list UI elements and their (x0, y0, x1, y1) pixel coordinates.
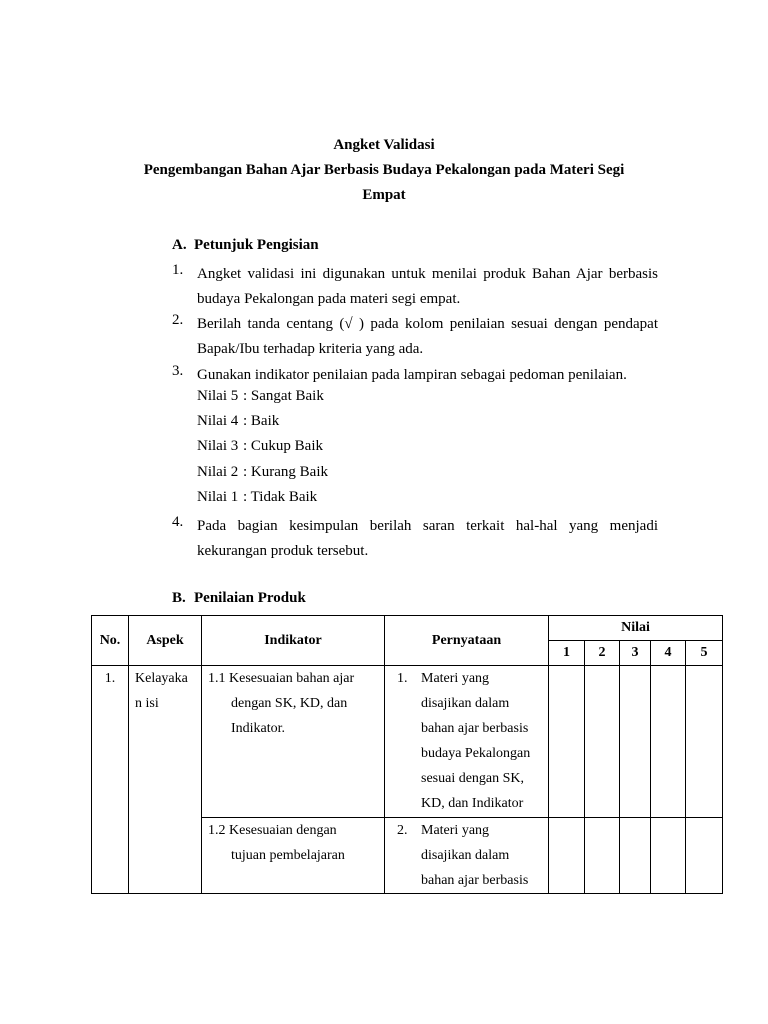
scale-label: Nilai 4 (197, 413, 239, 429)
pernyataan-cell (385, 666, 549, 818)
section-a-heading (172, 237, 319, 254)
header-score: 1 (549, 641, 585, 666)
section-b-title: Penilaian Produk (194, 590, 306, 606)
table-header-row (92, 616, 723, 641)
section-a-letter: A. (172, 237, 187, 253)
pernyataan-number: 2. (397, 823, 408, 838)
scale-label: Nilai 5 (197, 388, 239, 404)
indikator-cell (202, 818, 385, 894)
pernyataan-text-line: disajikan dalam (421, 696, 510, 711)
indikator-text-line: Kesesuaian dengan (229, 823, 337, 838)
instruction-text-line2: budaya Pekalongan pada materi segi empat. (197, 291, 461, 307)
indikator-text-line: tujuan pembelajaran (231, 848, 345, 863)
scale-description: : Sangat Baik (243, 388, 324, 404)
instruction-text (197, 312, 658, 362)
pernyataan-text-line: disajikan dalam (421, 848, 510, 863)
indikator-number: 1.1 (208, 671, 226, 686)
score-cell[interactable] (651, 818, 686, 894)
pernyataan-text-line: KD, dan Indikator (421, 796, 524, 811)
pernyataan-text-line: budaya Pekalongan (421, 746, 531, 761)
scale-item (197, 388, 324, 405)
header-score: 5 (686, 641, 723, 666)
instruction-text-line2: Bapak/Ibu terhadap kriteria yang ada. (197, 341, 424, 357)
score-cell[interactable] (686, 666, 723, 818)
indikator-cell (202, 666, 385, 818)
document-title: Angket Validasi (333, 137, 435, 153)
assessment-table (91, 615, 723, 894)
instruction-number: 1. (172, 262, 184, 278)
indikator-number: 1.2 (208, 823, 226, 838)
indikator-text-line: Indikator. (231, 721, 286, 736)
instruction-text-line1: Pada bagian kesimpulan berilah saran terkait hal-hal yang menjadi (197, 518, 658, 534)
header-score: 3 (620, 641, 651, 666)
row-number: 1. (104, 671, 116, 686)
section-a-title: Petunjuk Pengisian (194, 237, 319, 253)
aspek-text-line: Kelayaka (135, 671, 188, 686)
score-cell[interactable] (651, 666, 686, 818)
score-cell[interactable] (620, 818, 651, 894)
document-subtitle-line1: Pengembangan Bahan Ajar Berbasis Budaya Pekalongan pada Materi Segi (143, 162, 625, 178)
score-cell[interactable] (620, 666, 651, 818)
pernyataan-text-line: Materi yang (421, 671, 490, 686)
indikator-text-line: dengan SK, KD, dan (231, 696, 348, 711)
scale-description: : Baik (243, 413, 280, 429)
pernyataan-text-line: bahan ajar berbasis (421, 721, 529, 736)
instruction-text (197, 262, 658, 312)
instruction-text (197, 363, 658, 388)
scale-item (197, 438, 323, 455)
scale-description: : Cukup Baik (243, 438, 324, 454)
table-row (92, 666, 723, 818)
header-nilai: Nilai (549, 616, 723, 641)
header-aspek: Aspek (129, 616, 202, 666)
header-pernyataan: Pernyataan (385, 616, 549, 666)
instruction-text (197, 514, 658, 564)
instruction-text-line1: Gunakan indikator penilaian pada lampiran sebagai pedoman penilaian. (197, 367, 627, 383)
pernyataan-cell (385, 818, 549, 894)
score-cell[interactable] (549, 666, 585, 818)
score-cell[interactable] (686, 818, 723, 894)
instruction-text-line1: Berilah tanda centang (√ ) pada kolom penilaian sesuai dengan pendapat (197, 316, 658, 332)
header-score: 2 (585, 641, 620, 666)
score-cell[interactable] (549, 818, 585, 894)
instruction-text-line2: kekurangan produk tersebut. (197, 543, 369, 559)
header-indikator: Indikator (202, 616, 385, 666)
scale-item (197, 413, 279, 430)
header-score: 4 (651, 641, 686, 666)
instruction-number: 2. (172, 312, 184, 328)
section-b-heading (172, 590, 306, 607)
section-b-letter: B. (172, 590, 186, 606)
pernyataan-text-line: Materi yang (421, 823, 490, 838)
row-number-cell (92, 666, 129, 894)
instruction-text-line1: Angket validasi ini digunakan untuk menilai produk Bahan Ajar berbasis (197, 266, 658, 282)
scale-item (197, 464, 328, 481)
scale-label: Nilai 2 (197, 464, 239, 480)
scale-label: Nilai 1 (197, 489, 239, 505)
scale-item (197, 489, 317, 506)
scale-label: Nilai 3 (197, 438, 239, 454)
pernyataan-text-line: sesuai dengan SK, (421, 771, 525, 786)
header-no: No. (92, 616, 129, 666)
scale-description: : Tidak Baik (243, 489, 318, 505)
document-subtitle-line2: Empat (362, 187, 406, 203)
aspek-cell (129, 666, 202, 894)
score-cell[interactable] (585, 818, 620, 894)
pernyataan-text-line: bahan ajar berbasis (421, 873, 529, 888)
pernyataan-number: 1. (397, 671, 408, 686)
aspek-text-line: n isi (135, 696, 159, 711)
score-cell[interactable] (585, 666, 620, 818)
instruction-number: 3. (172, 363, 184, 379)
indikator-text-line: Kesesuaian bahan ajar (229, 671, 355, 686)
scale-description: : Kurang Baik (243, 464, 328, 480)
instruction-number: 4. (172, 514, 184, 530)
